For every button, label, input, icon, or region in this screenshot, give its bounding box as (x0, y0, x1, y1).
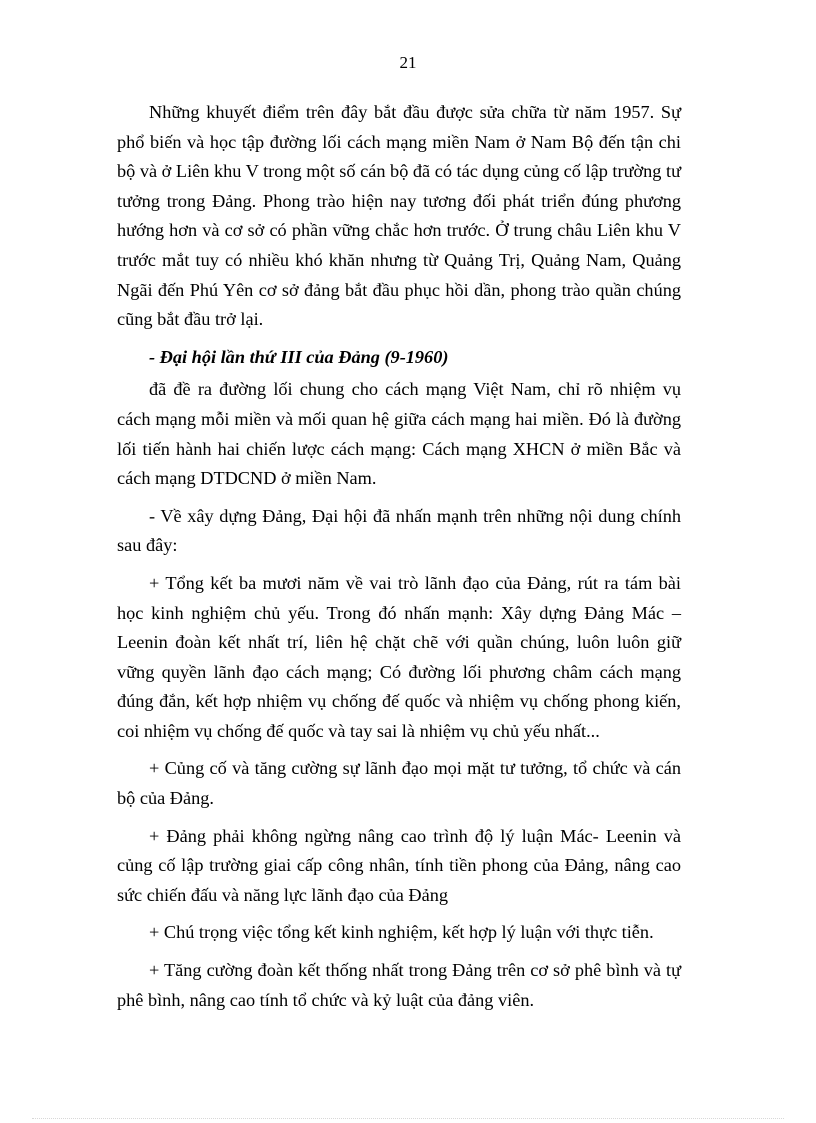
page-bottom-divider (32, 1118, 784, 1119)
paragraph-xay-dung-dang: - Về xây dựng Đảng, Đại hội đã nhấn mạnh trên những nội dung chính sau đây: (117, 505, 681, 556)
paragraph-duong-loi-chung: đã đề ra đường lối chung cho cách mạng Việt Nam, chỉ rõ nhiệm vụ cách mạng mỗi miền và mối quan hệ giữa cách mạng hai miền. Đó là đường lối tiến hành hai chiến lược cách mạng: Cách mạng XHCN ở miền Bắc và cách mạng DTDCND ở miền Nam. (117, 379, 681, 489)
list-item-tong-ket-kinh-nghiem: + Chú trọng việc tổng kết kinh nghiệm, kết hợp lý luận với thực tiễn. (149, 922, 654, 943)
paragraph-khuyet-diem: Những khuyết điểm trên đây bắt đầu được sửa chữa từ năm 1957. Sự phổ biến và học tập đường lối cách mạng miền Nam ở Nam Bộ đến tận chi bộ và ở Liên khu V trong một số cán bộ đã có tác dụng củng cố lập trường tư tưởng trong Đảng. Phong trào hiện nay tương đối phát triển đúng phương hướng hơn và cơ sở có phần vững chắc hơn trước. Ở trung châu Liên khu V trước mắt tuy có nhiều khó khăn nhưng từ Quảng Trị, Quảng Nam, Quảng Ngãi đến Phú Yên cơ sở đảng bắt đầu phục hồi dần, phong trào quần chúng cũng bắt đầu trở lại. (117, 102, 681, 330)
list-item-tong-ket: + Tổng kết ba mươi năm về vai trò lãnh đạo của Đảng, rút ra tám bài học kinh nghiệm chủ yếu. Trong đó nhấn mạnh: Xây dựng Đảng Mác – Leenin đoàn kết nhất trí, liên hệ chặt chẽ với quần chúng, luôn luôn giữ vững quyền lãnh đạo cách mạng; Có đường lối phương châm cách mạng đúng đắn, kết hợp nhiệm vụ chống đế quốc và nhiệm vụ chống phong kiến, coi nhiệm vụ chống đế quốc và tay sai là nhiệm vụ chủ yếu nhất... (117, 572, 681, 741)
list-item-doan-ket: + Tăng cường đoàn kết thống nhất trong Đảng trên cơ sở phê bình và tự phê bình, nâng cao tính tổ chức và kỷ luật của đảng viên. (117, 960, 681, 1010)
list-item-nang-cao-ly-luan: + Đảng phải không ngừng nâng cao trình độ lý luận Mác- Leenin và củng cố lập trường giai cấp công nhân, tính tiền phong của Đảng, nâng cao sức chiến đấu và năng lực lãnh đạo của Đảng (117, 825, 681, 905)
document-body (117, 98, 681, 1015)
list-item-cung-co: + Củng cố và tăng cường sự lãnh đạo mọi mặt tư tưởng, tổ chức và cán bộ của Đảng. (117, 758, 681, 809)
page-number: 21 (399, 53, 417, 72)
section-heading-dai-hoi-iii: - Đại hội lần thứ III của Đảng (9-1960) (149, 346, 449, 367)
